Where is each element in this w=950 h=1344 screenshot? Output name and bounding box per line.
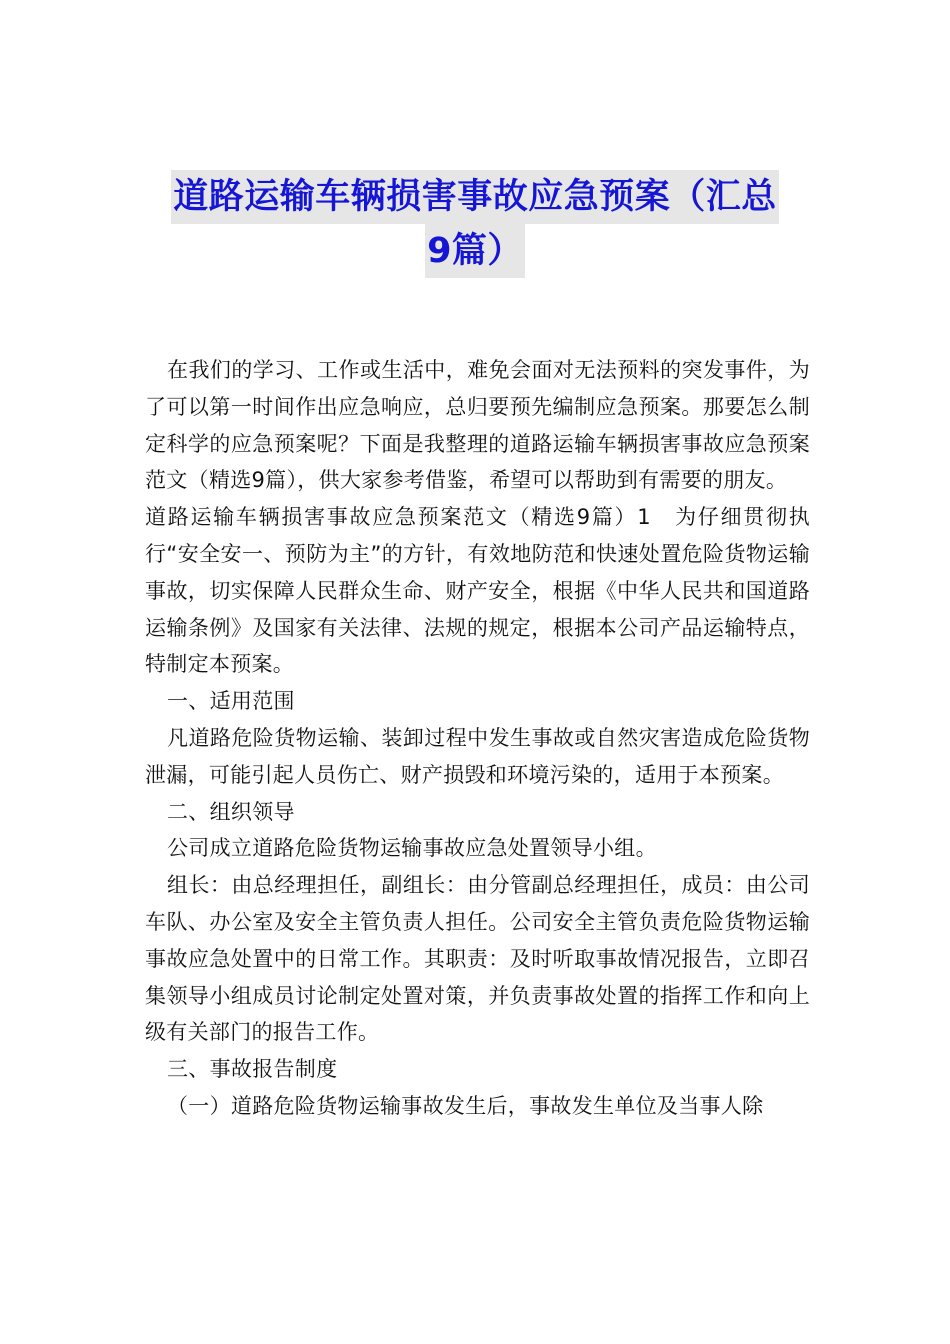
paragraph-section-1-lead: 道路运输车辆损害事故应急预案范文（精选9篇）1 为仔细贯彻执行“安全安一、预防为主”的方针，有效地防范和快速处置危险货物运输事故，切实保障人民群众生命、财产安全，根据《中华人民共和国道路运输条例》及国家有关法律、法规的规定，根据本公司产品运输特点，特制定本预案。	[145, 505, 810, 677]
document-body	[145, 352, 810, 1125]
paragraph-intro: 在我们的学习、工作或生活中，难免会面对无法预料的突发事件，为了可以第一时间作出应急响应，总归要预先编制应急预案。那要怎么制定科学的应急预案呢？下面是我整理的道路运输车辆损害事故应急预案范文（精选9篇），供大家参考借鉴，希望可以帮助到有需要的朋友。	[145, 358, 810, 493]
heading-scope: 一、适用范围	[167, 689, 295, 714]
paragraph-organization: 公司成立道路危险货物运输事故应急处置领导小组。	[167, 836, 657, 861]
paragraph-scope: 凡道路危险货物运输、装卸过程中发生事故或自然灾害造成危险货物泄漏，可能引起人员伤亡、财产损毁和环境污染的，适用于本预案。	[145, 725, 810, 787]
title-line-2: 9篇）	[425, 224, 525, 278]
heading-reporting: 三、事故报告制度	[167, 1057, 338, 1082]
heading-organization: 二、组织领导	[167, 799, 295, 824]
paragraph-leadership: 组长：由总经理担任，副组长：由分管副总经理担任，成员：由公司车队、办公室及安全主管负责人担任。公司安全主管负责危险货物运输事故应急处置中的日常工作。其职责：及时听取事故情况报告，立即召集领导小组成员讨论制定处置对策，并负责事故处置的指挥工作和向上级有关部门的报告工作。	[145, 873, 810, 1045]
title-line-1: 道路运输车辆损害事故应急预案（汇总	[171, 170, 779, 224]
document-title	[0, 170, 950, 278]
paragraph-reporting: （一）道路危险货物运输事故发生后，事故发生单位及当事人除	[167, 1093, 764, 1118]
